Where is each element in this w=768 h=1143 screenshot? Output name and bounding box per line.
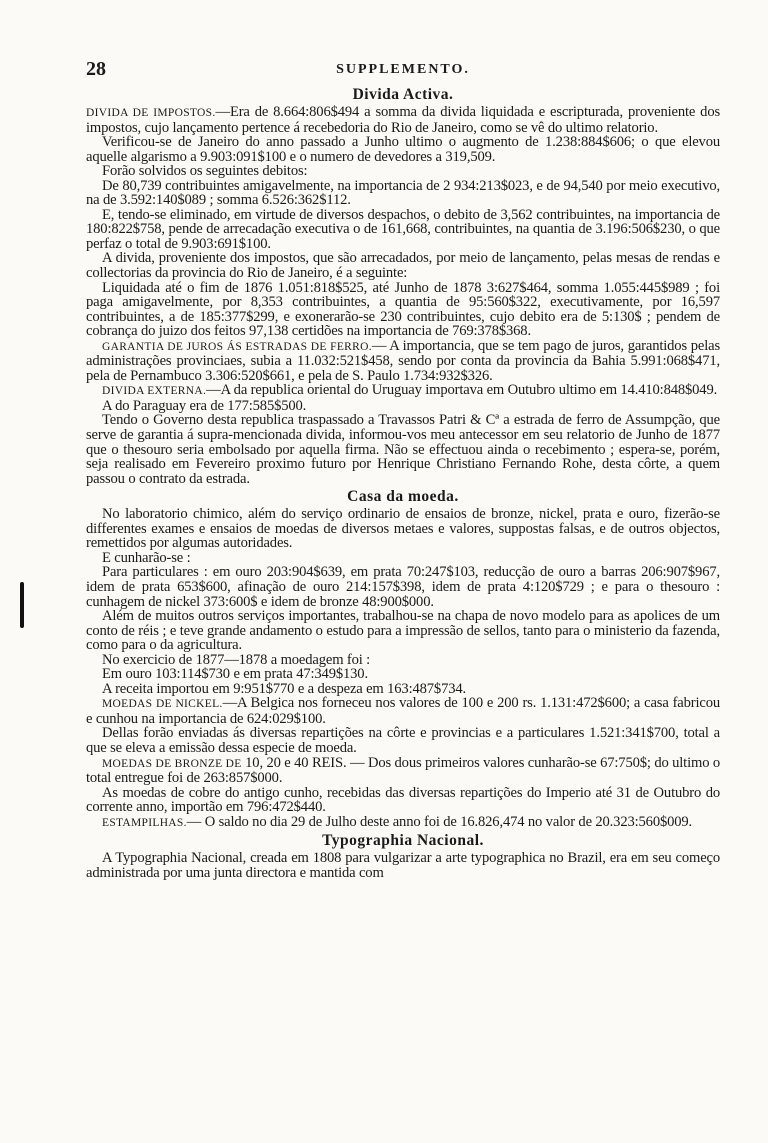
paragraph: [86, 815, 720, 831]
paragraph: Além de muitos outros serviços importantes, trabalhou-se na chapa de novo modelo para as apolices de um conto de réis ; e teve grande andamento o estudo para a impressão de sellos, tanto para o ministerio da fazenda, como para o da agricultura.: [86, 608, 720, 654]
paragraph: E cunharão-se :: [102, 549, 191, 566]
paragraph: De 80,739 contribuintes amigavelmente, na importancia de 2 934:213$023, e de 94,540 por meio executivo, na de 3.592:140$089 ; somma 6.526:362$112.: [86, 177, 720, 209]
section-title: Divida Activa.: [352, 86, 454, 103]
paragraph-text: —A Belgica nos forneceu nos valores de 100 e 200 rs. 1.131:472$600; a casa fabricou e cunhou na importancia de 624:029$100.: [86, 695, 720, 727]
margin-ink-mark: [20, 582, 24, 628]
paragraph: [86, 696, 720, 726]
section-divida-activa: [86, 86, 720, 486]
paragraph: A do Paraguay era de 177:585$500.: [102, 397, 307, 414]
paragraph: Verificou-se de Janeiro do anno passado a Junho ultimo o augmento de 1.238:884$606; o que elevou aquelle algarismo a 9.903:091$100 e o numero de devedores a 319,509.: [86, 134, 720, 165]
paragraph: A receita importou em 9:951$770 e a despeza em 163:487$734.: [102, 680, 467, 697]
paragraph: Tendo o Governo desta republica traspassado a Travassos Patri & Cª a estrada de ferro de Assumpção, que serve de garantia á supra-mencionada divida, informou-vos meu antecessor em seu relatorio de Junho de 1877 que o thesouro seria embolsado por aquella firma. Não se effectuou ainda o recebimento ; espera-se, porém, seja realisado em Fevereiro proximo futuro por Henrique Christiano Fernando Rohe, desta côrte, a quem passou o contrato da estrada.: [86, 412, 720, 487]
page-number: 28: [86, 58, 106, 80]
paragraph-text: — A importancia, que se tem pago de juros, garantidos pelas administrações provinciaes, subia a 11.032:521$458, sendo por conta da provincia da Bahia 5.991:068$471, pela de Pernambuco 3.306:520$661, e pela de S. Paulo 1.734:932$326.: [86, 337, 720, 384]
run-in-heading: ESTAMPILHAS.: [102, 816, 187, 829]
paragraph: Em ouro 103:114$730 e em prata 47:349$130.: [102, 666, 368, 683]
paragraph: E, tendo-se eliminado, em virtude de diversos despachos, o debito de 3,562 contribuintes, na importancia de 180:822$758, pende de arrecadação executiva o de 161,668, contribuintes, na quantia de 3.196:506$230, o que perfaz o total de 9.903:691$100.: [86, 206, 720, 252]
paragraph-text: 10, 20 e 40 REIS. — Dos dous primeiros valores cunharão-se 67:750$; do ultimo o total entregue foi de 263:857$000.: [86, 754, 721, 787]
paragraph: Forão solvidos os seguintes debitos:: [102, 163, 308, 180]
paragraph: Para particulares : em ouro 203:904$639, em prata 70:247$103, reducção de ouro a barras 206:907$967, idem de prata 653$600, afinação de ouro 214:157$398, idem de prata 4:120$729 ; e para o thesouro : cunhagem de nickel 373:600$ e idem de bronze 48:900$000.: [86, 564, 720, 610]
paragraph: A divida, proveniente dos impostos, que são arrecadados, por meio de lançamento, pelas mesas de rendas e collectorias da provincia do Rio de Janeiro, é a seguinte:: [86, 250, 720, 282]
paragraph: [86, 756, 720, 786]
paragraph-text: —Era de 8.664:806$494 a somma da divida liquidada e escripturada, proveniente dos impostos, cujo lançamento pertence á recebedoria do Rio de Janeiro, como se vê do ultimo relatorio.: [86, 104, 721, 136]
run-in-heading: MOEDAS DE BRONZE DE: [102, 757, 242, 770]
paragraph: [86, 339, 720, 384]
page-header: [86, 58, 720, 84]
paragraph-text: — O saldo no dia 29 de Julho deste anno foi de 16.826,474 no valor de 20.323:560$009.: [186, 813, 693, 830]
document-page: [86, 58, 720, 880]
run-in-heading: DIVIDA DE IMPOSTOS.: [86, 107, 216, 119]
section-title: Casa da moeda.: [347, 488, 459, 506]
section-typographia: [86, 832, 720, 880]
paragraph-text: —A da republica oriental do Uruguay importava em Outubro ultimo em 14.410:848$049.: [206, 382, 718, 399]
paragraph: A Typographia Nacional, creada em 1808 para vulgarizar a arte typographica no Brazil, era em seu começo administrada por uma junta directora e mantida com: [86, 850, 720, 881]
section-casa-moeda: [86, 488, 720, 830]
paragraph: Dellas forão enviadas ás diversas repartições na côrte e provincias e a particulares 1.521:341$700, total a que se eleva a emissão dessa especie de moeda.: [86, 725, 720, 756]
run-in-heading: MOEDAS DE NICKEL.: [102, 698, 223, 711]
running-title: SUPPLEMENTO.: [336, 62, 470, 77]
section-title: Typographia Nacional.: [322, 832, 484, 850]
paragraph: No laboratorio chimico, além do serviço ordinario de ensaios de bronze, nickel, prata e ouro, fizerão-se differentes exames e ensaios de moedas de diversos metaes e valores, suppostas falsas, e de outros objectos, remettidos por algumas autoridades.: [86, 506, 720, 552]
paragraph: [86, 383, 720, 399]
paragraph: [86, 105, 720, 135]
run-in-heading: DIVIDA EXTERNA.: [102, 385, 207, 398]
paragraph: Liquidada até o fim de 1876 1.051:818$525, até Junho de 1878 3:627$464, somma 1.055:445$989 ; foi paga amigavelmente, por 8,353 contribuintes, a quantia de 95:560$322, executivamente, por 16,597 contribuintes, a de 185:377$299, e exonerarão-se 230 contribuintes, cujo debito era de 5:130$ ; pendem de cobrança do juizo dos feitos 97,138 certidões na importancia de 769:378$368.: [86, 279, 720, 340]
run-in-heading: GARANTIA DE JUROS ÁS ESTRADAS DE FERRO.: [102, 340, 372, 353]
paragraph: No exercicio de 1877—1878 a moedagem foi :: [102, 651, 371, 668]
paragraph: As moedas de cobre do antigo cunho, recebidas das diversas repartições do Imperio até 31 de Outubro do corrente anno, importão em 796:472$440.: [86, 784, 720, 816]
